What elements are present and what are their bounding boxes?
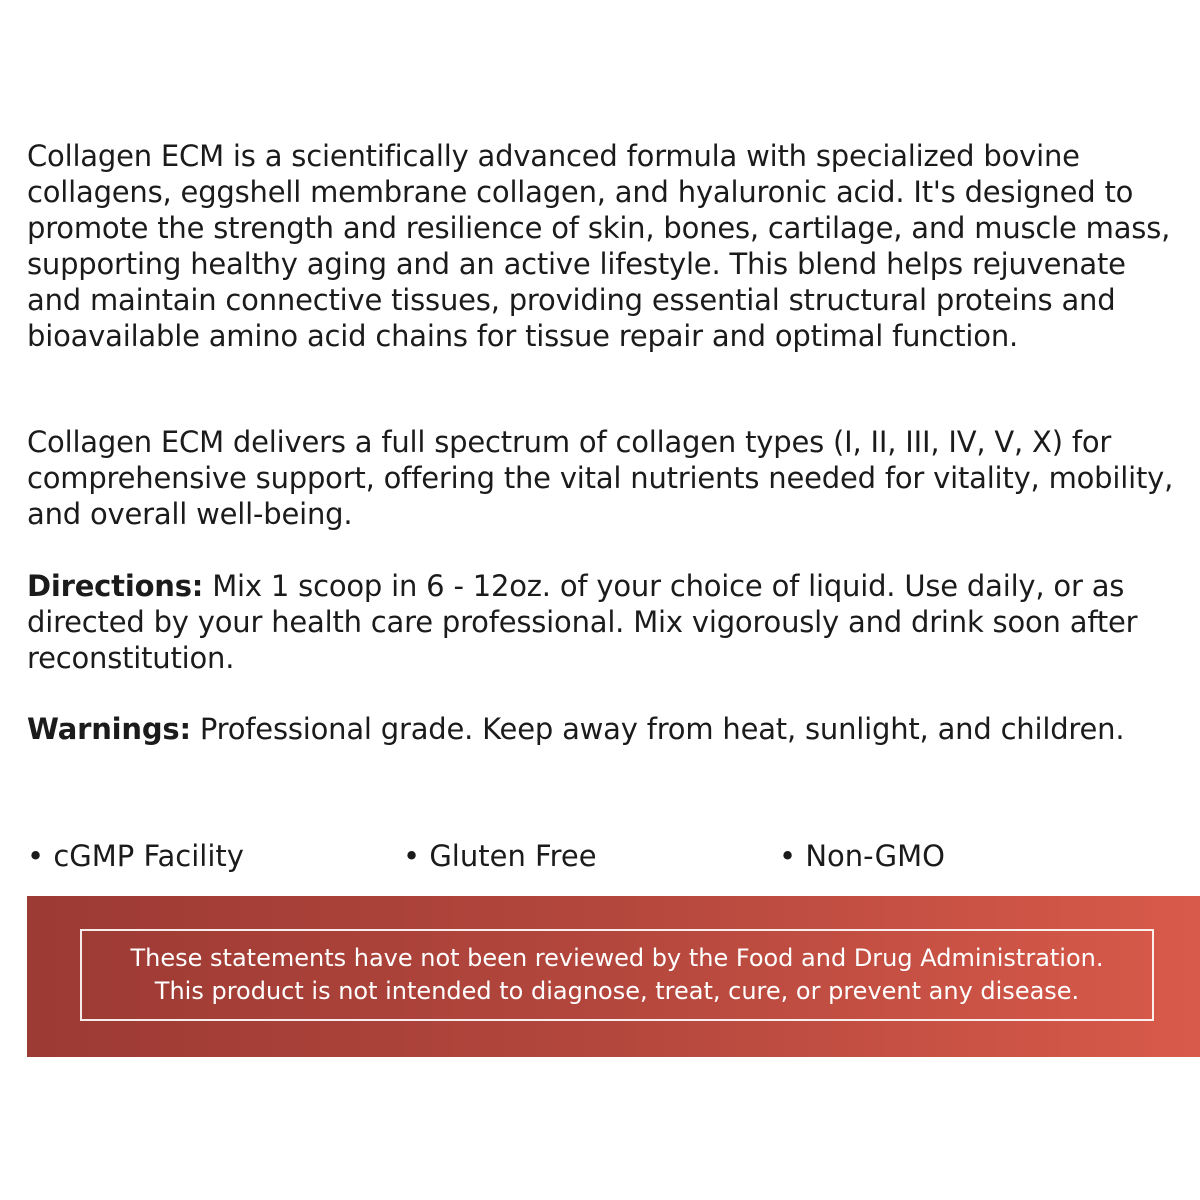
feature-list (27, 838, 1187, 878)
disclaimer-box (80, 929, 1154, 1021)
disclaimer-line-1: These statements have not been reviewed by the Food and Drug Administration. (130, 944, 1104, 972)
disclaimer-banner (27, 896, 1200, 1057)
directions-label: Directions: (27, 569, 204, 603)
warnings-label: Warnings: (27, 712, 191, 746)
warnings-paragraph (27, 711, 1187, 747)
disclaimer-line-2: This product is not intended to diagnose, treat, cure, or prevent any disease. (154, 977, 1080, 1005)
warnings-text: Professional grade. Keep away from heat, sunlight, and children. (190, 712, 1125, 746)
intro-paragraph: Collagen ECM is a scientifically advanced formula with specialized bovine collagens, eggshell membrane collagen, and hyaluronic acid. It's designed to promote the strength and resilience of skin, bones, cartilage, and muscle mass, supporting healthy aging and an active lifestyle. This blend helps rejuvenate and maintain connective tissues, providing essential structural proteins and bioavailable amino acid chains for tissue repair and optimal function. (27, 139, 1171, 353)
feature-item-cgmp: • cGMP Facility (27, 839, 244, 873)
directions-text: Mix 1 scoop in 6 - 12oz. of your choice of liquid. Use daily, or as directed by your health care professional. Mix vigorously and drink soon after reconstitution. (27, 569, 1138, 675)
spectrum-paragraph: Collagen ECM delivers a full spectrum of collagen types (I, II, III, IV, V, X) for comprehensive support, offering the vital nutrients needed for vitality, mobility, and overall well-being. (27, 425, 1174, 531)
directions-paragraph (27, 568, 1187, 676)
feature-item-non-gmo: • Non-GMO (779, 839, 945, 873)
feature-item-gluten-free: • Gluten Free (403, 839, 597, 873)
